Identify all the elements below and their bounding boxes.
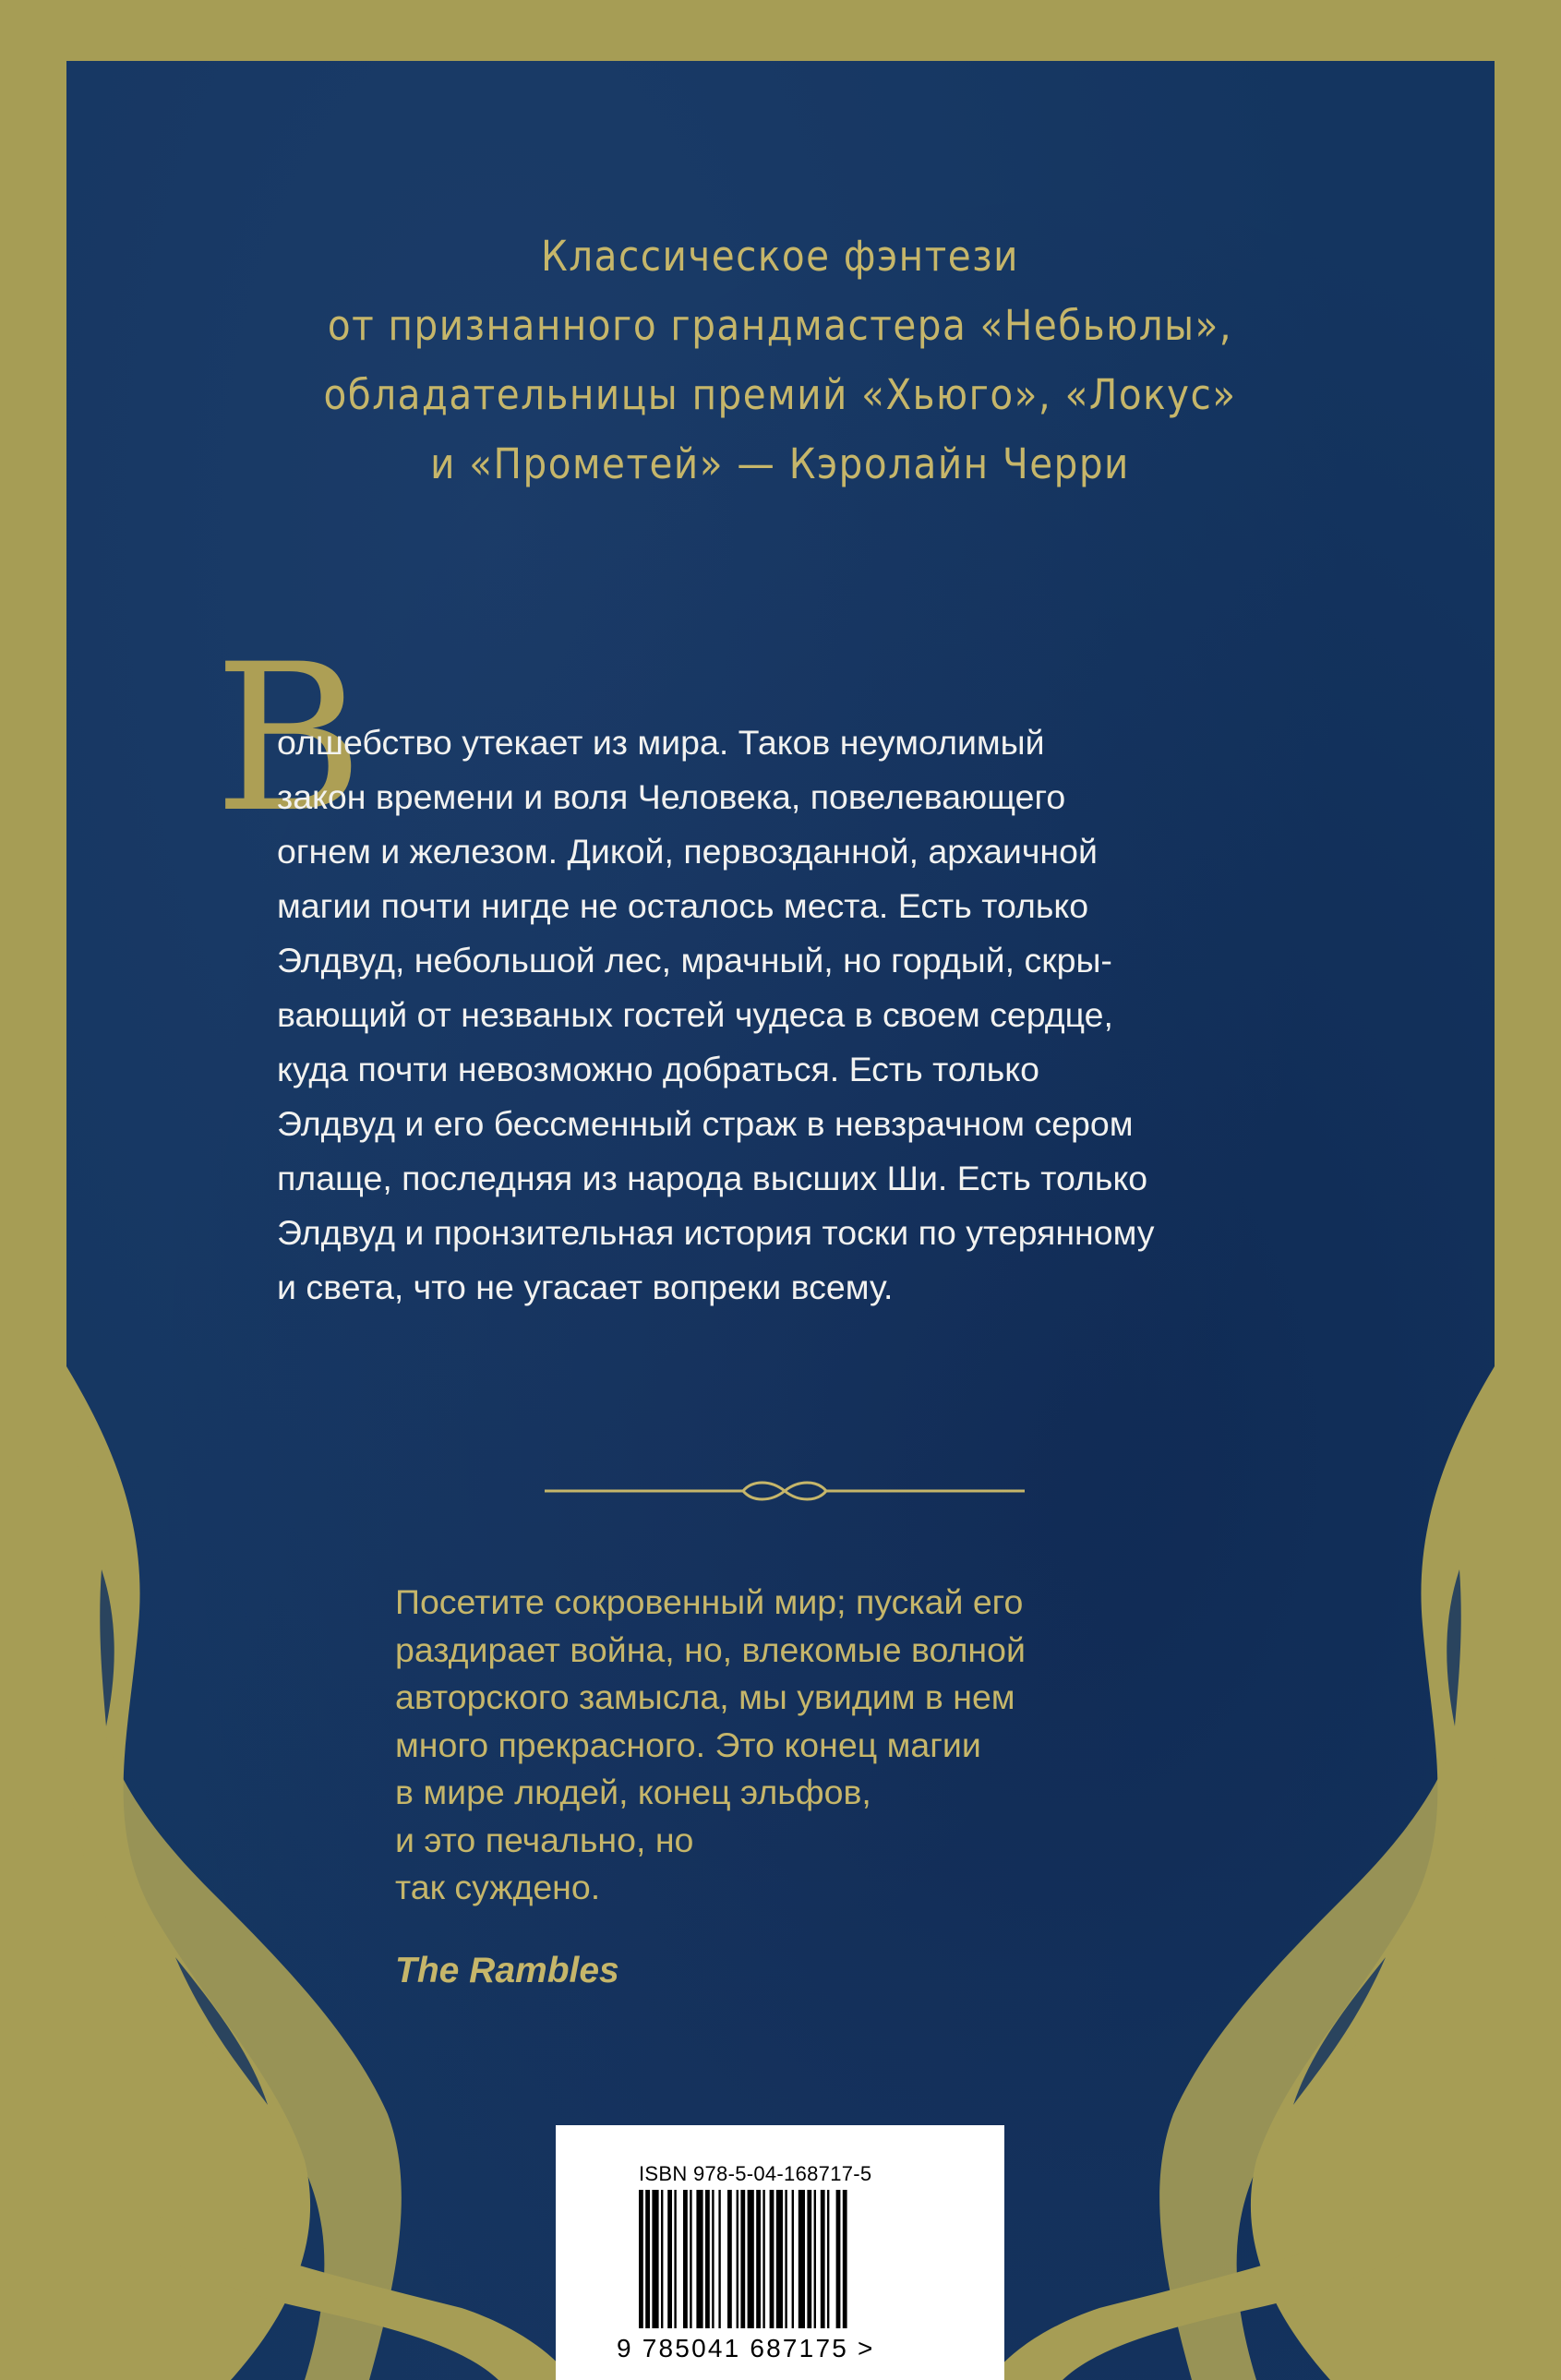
quote-line: в мире людей, конец эльфов, xyxy=(395,1773,871,1811)
description-line: закон времени и воля Человека, повелевающего xyxy=(277,777,1066,816)
quote-line: Посетите сокровенный мир; пускай его xyxy=(395,1582,1024,1621)
description-line: огнем и железом. Дикой, первозданной, архаичной xyxy=(277,832,1098,871)
tagline-line: и «Прометей» — Кэролайн Черри xyxy=(430,439,1130,488)
review-quote xyxy=(395,1579,1226,1912)
description-line: плаще, последняя из народа высших Ши. Есть только xyxy=(277,1159,1148,1197)
ornament-divider-icon xyxy=(545,1472,1025,1509)
tagline-line: обладательницы премий «Хьюго», «Локус» xyxy=(323,370,1237,419)
quote-line: так суждено. xyxy=(395,1868,601,1906)
description-line: Элдвуд, небольшой лес, мрачный, но гордый, скры- xyxy=(277,941,1112,980)
quote-line: много прекрасного. Это конец магии xyxy=(395,1725,981,1764)
tagline-line: Классическое фэнтези xyxy=(541,232,1019,281)
ean-digits: 9 785041 687175 > xyxy=(617,2334,875,2362)
description-line: Элдвуд и его бессменный страж в невзрачном сером xyxy=(277,1104,1134,1143)
barcode-box xyxy=(556,2125,1004,2380)
description-line: куда почти невозможно добраться. Есть только xyxy=(277,1050,1039,1088)
tagline xyxy=(185,222,1375,499)
tagline-line: от признанного грандмастера «Небьюлы», xyxy=(327,301,1233,350)
description-line: Элдвуд и пронзительная история тоски по утерянному xyxy=(277,1213,1155,1252)
drop-cap: В xyxy=(214,620,364,857)
description-line: вающий от незваных гостей чудеса в своем сердце, xyxy=(277,995,1113,1034)
quote-line: и это печально, но xyxy=(395,1820,694,1859)
quote-line: раздирает война, но, влекомые волной xyxy=(395,1629,1026,1669)
description-line: магии почти нигде не осталось места. Есть только xyxy=(277,886,1089,925)
isbn-label: ISBN 978-5-04-168717-5 xyxy=(639,2162,872,2185)
description-line: олшебство утекает из мира. Таков неумолимый xyxy=(277,723,1045,762)
description xyxy=(277,715,1320,1315)
quote-source: The Rambles xyxy=(395,1951,619,1990)
description-line: и света, что не угасает вопреки всему. xyxy=(277,1268,894,1306)
quote-line: авторского замысла, мы увидим в нем xyxy=(395,1677,1015,1716)
barcode-icon xyxy=(639,2190,916,2338)
